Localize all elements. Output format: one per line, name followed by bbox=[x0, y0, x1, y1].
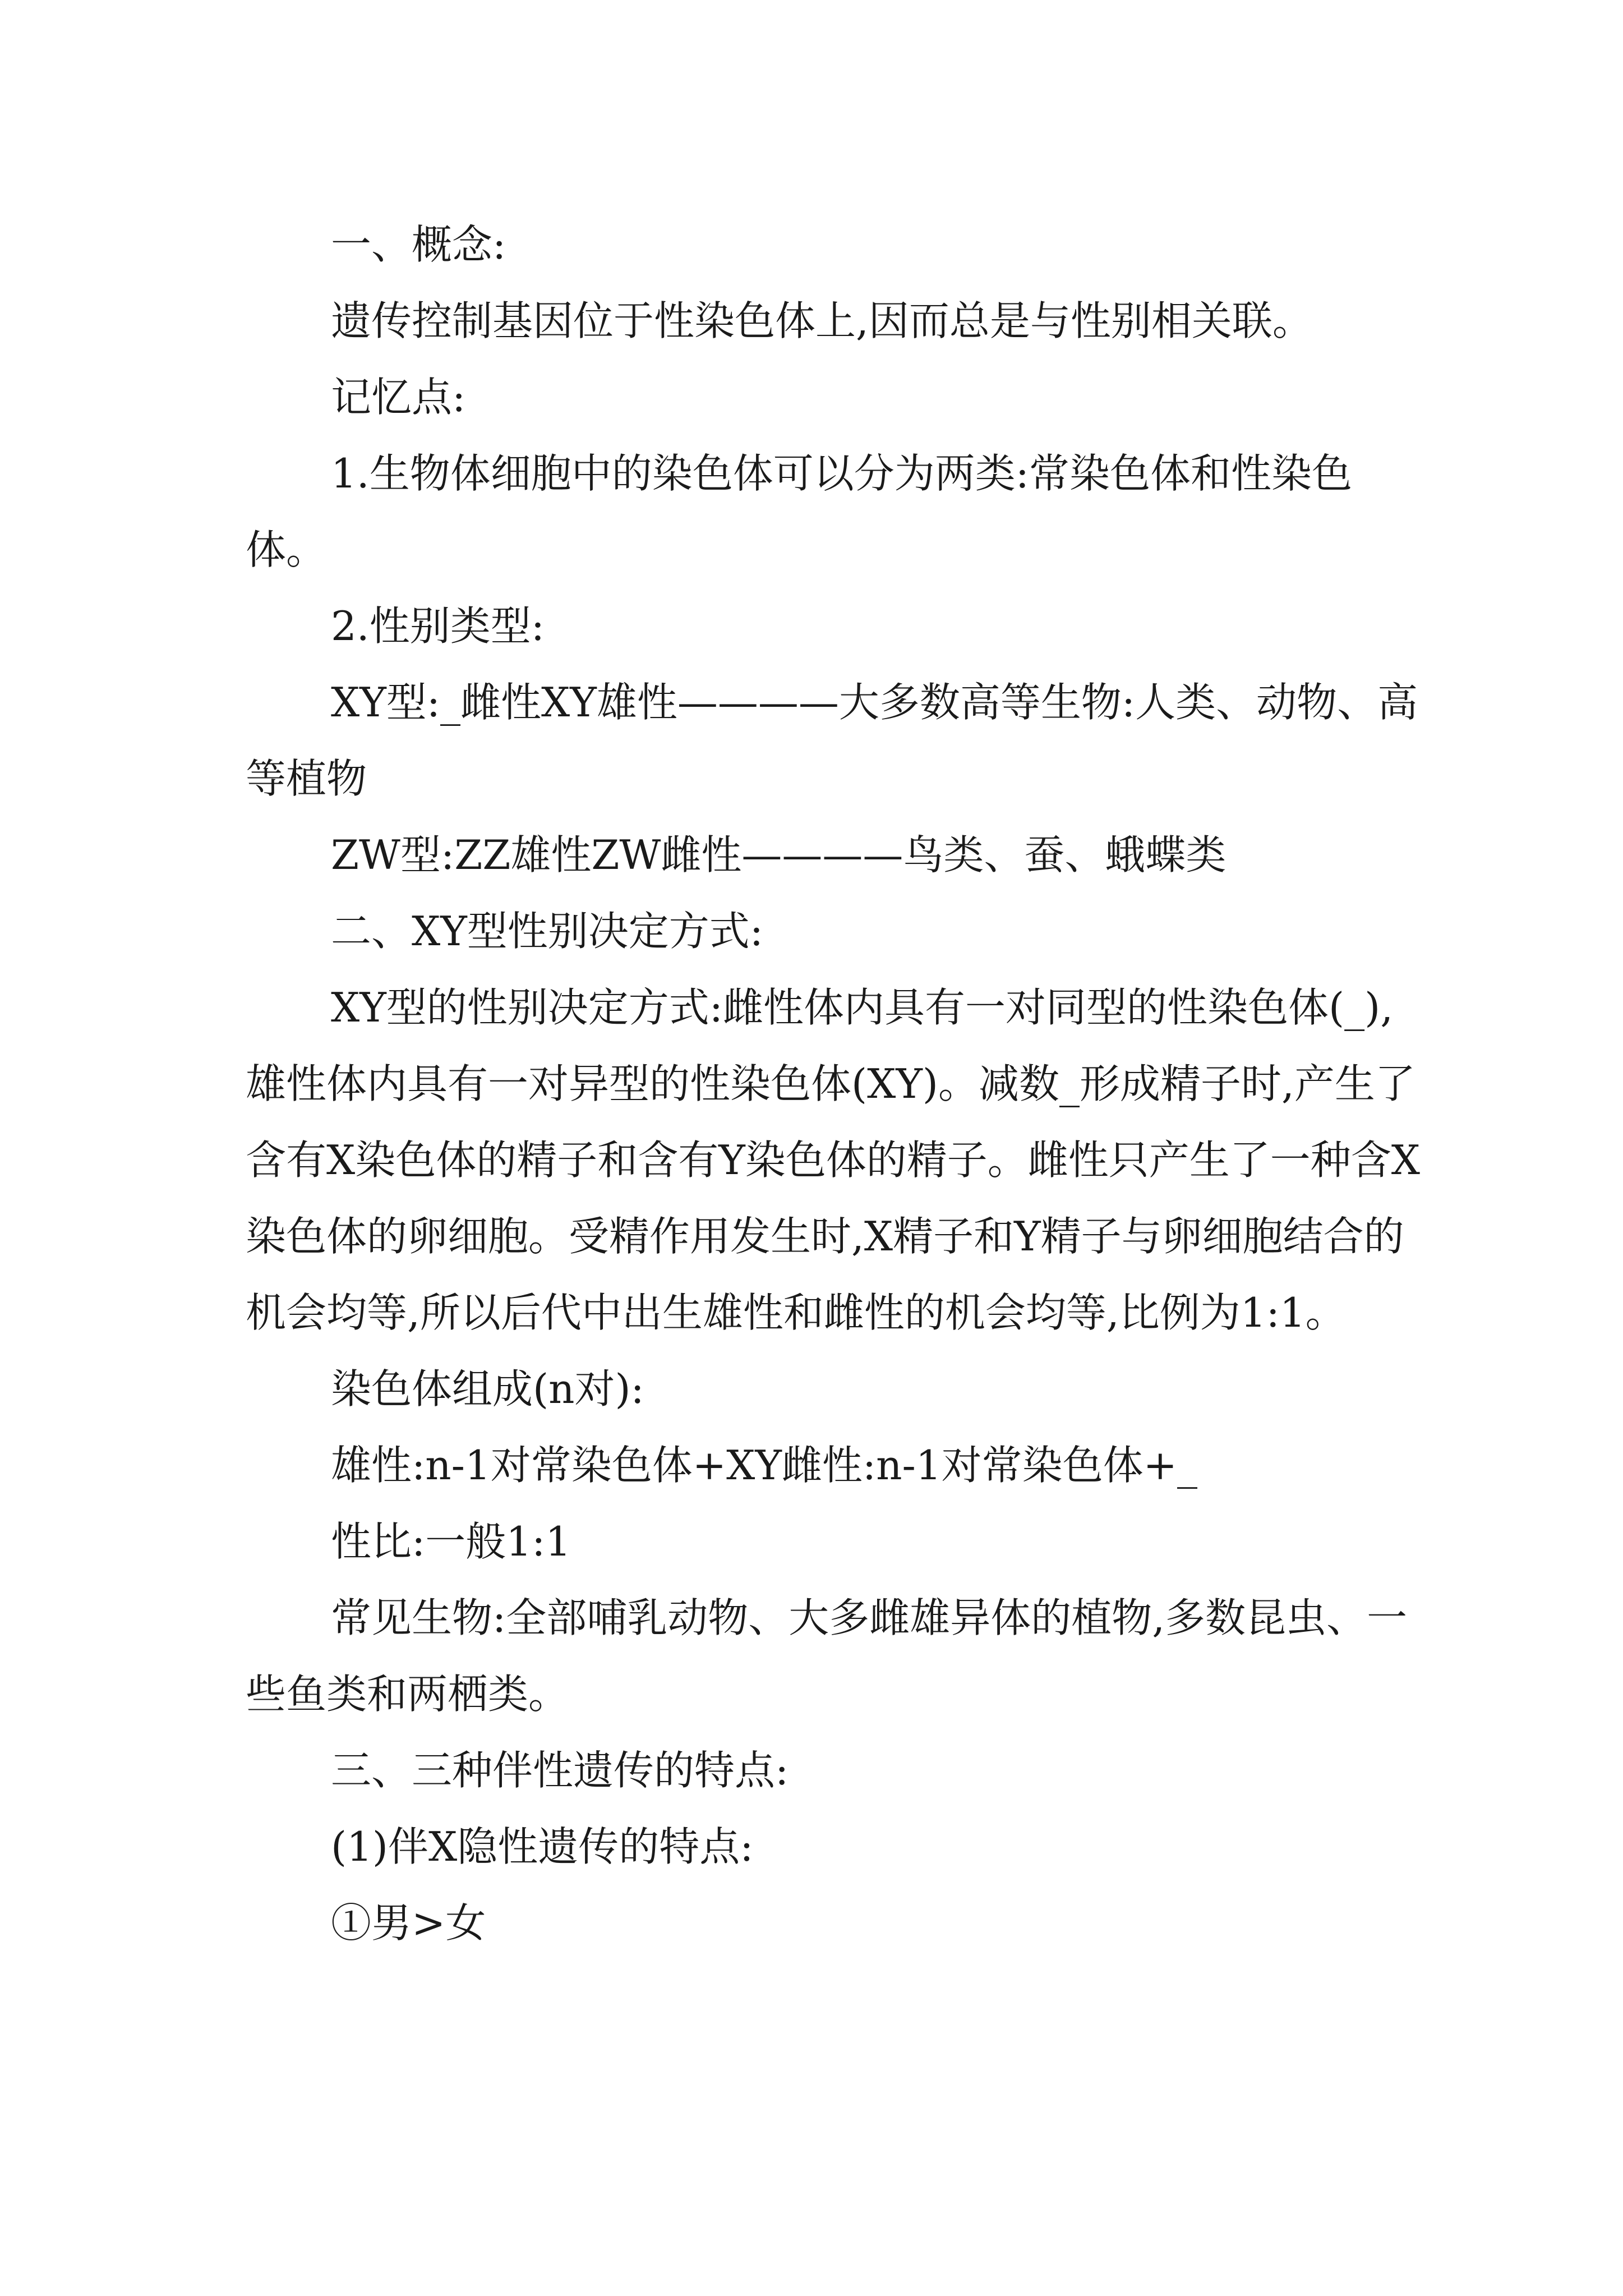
paragraph-composition: 雄性:n-1对常染色体+XY雌性:n-1对常染色体+_ bbox=[331, 1442, 1197, 1489]
heading-chromosome-composition: 染色体组成(n对): bbox=[331, 1365, 644, 1412]
list-item-sex-types: 2.性别类型: bbox=[331, 602, 545, 650]
paragraph-xy-determination: XY型的性别决定方式:雌性体内具有一对同型的性染色体(_),雄性体内具有一对异型的性染色体(XY)。减数_形成精子时,产生了含有X染色体的精子和含有Y染色体的精子。雌性只产生了一种含X染色体的卵细胞。受精作用发生时,X精子和Y精子与卵细胞结合的机会均等,所以后代中出生雄性和雌性的机会均等,比例为1:1。 bbox=[246, 984, 1421, 1336]
paragraph-common-organisms: 常见生物:全部哺乳动物、大多雌雄异体的植物,多数昆虫、一些鱼类和两栖类。 bbox=[246, 1594, 1408, 1718]
heading-xy-determination: 二、XY型性别决定方式: bbox=[331, 908, 764, 955]
heading-memory-points: 记忆点: bbox=[331, 374, 466, 421]
list-item-chromosome-types: 1.生物体细胞中的染色体可以分为两类:常染色体和性染色体。 bbox=[246, 450, 1352, 573]
paragraph-zw-type: ZW型:ZZ雄性ZW雌性————鸟类、蚕、蛾蝶类 bbox=[331, 831, 1227, 878]
subheading-x-recessive: (1)伴X隐性遗传的特点: bbox=[331, 1823, 754, 1870]
list-item-male-greater-female: ①男>女 bbox=[331, 1899, 486, 1947]
heading-three-inheritance: 三、三种伴性遗传的特点: bbox=[331, 1747, 789, 1794]
paragraph-definition: 遗传控制基因位于性染色体上,因而总是与性别相关联。 bbox=[331, 297, 1313, 344]
paragraph-xy-type: XY型:_雌性XY雄性————大多数高等生物:人类、动物、高等植物 bbox=[246, 679, 1418, 802]
heading-concept: 一、概念: bbox=[331, 221, 506, 268]
paragraph-sex-ratio: 性比:一般1:1 bbox=[331, 1518, 571, 1565]
document-body bbox=[246, 206, 1423, 1961]
